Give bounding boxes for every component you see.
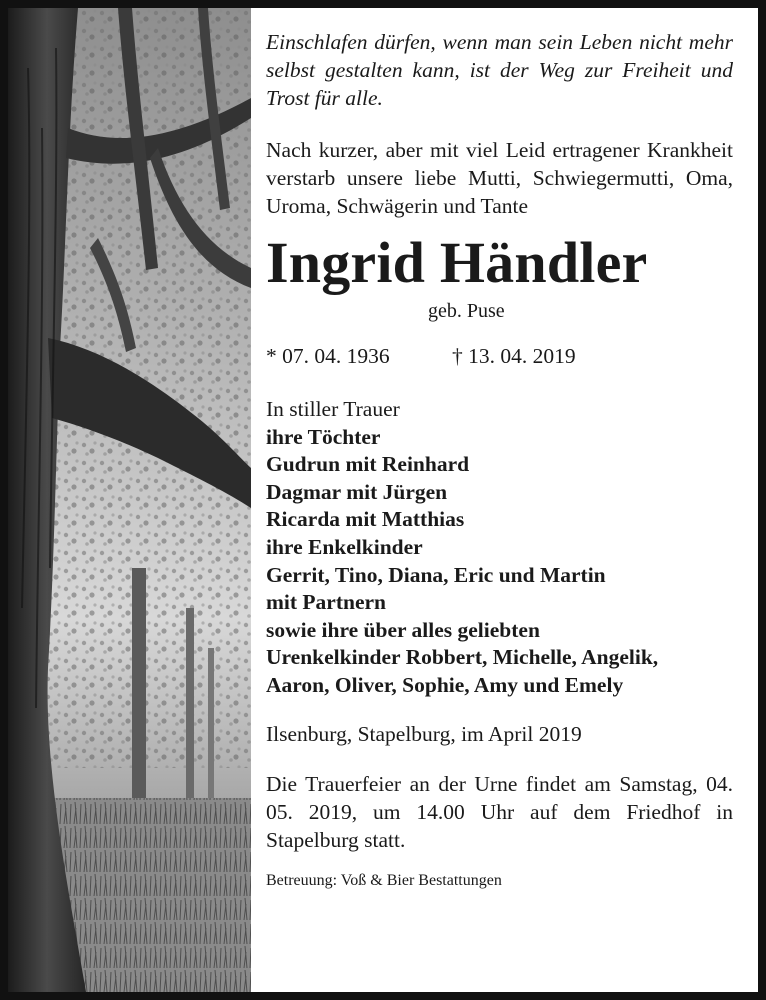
ceremony-info: Die Trauerfeier an der Urne findet am Samstag, 04. 05. 2019, um 14.00 Uhr auf dem Friedhof in Stapelburg statt. — [266, 771, 733, 852]
mourner-line: Dagmar mit Jürgen — [266, 479, 448, 504]
birth-date: * 07. 04. 1936 — [266, 344, 390, 368]
mourners-lead: In stiller Trauer — [266, 397, 400, 421]
place-date: Ilsenburg, Stapelburg, im April 2019 — [266, 721, 582, 746]
death-date: † 13. 04. 2019 — [452, 344, 576, 368]
motto: Einschlafen dürfen, wenn man sein Leben nicht mehr selbst gestalten kann, ist der Weg zur Freiheit und Trost für alle. — [266, 30, 733, 110]
maiden-name: geb. Puse — [428, 300, 505, 322]
mourner-line: Gerrit, Tino, Diana, Eric und Martin — [266, 562, 606, 587]
mourner-line: Aaron, Oliver, Sophie, Amy und Emely — [266, 672, 624, 697]
mourner-line: ihre Töchter — [266, 424, 381, 449]
mourner-line: ihre Enkelkinder — [266, 534, 423, 559]
mourners-list — [266, 396, 733, 700]
funeral-home: Betreuung: Voß & Bier Bestattungen — [266, 871, 502, 889]
mourner-line: Urenkelkinder Robbert, Michelle, Angelik, — [266, 645, 659, 670]
life-dates — [266, 342, 733, 370]
tree-photo — [8, 8, 251, 992]
obituary-text — [266, 28, 733, 892]
intro-text: Nach kurzer, aber mit viel Leid ertragener Krankheit verstarb unsere liebe Mutti, Schwiegermutti, Oma, Uroma, Schwägerin und Tante — [266, 138, 733, 218]
mourner-line: sowie ihre über alles geliebten — [266, 617, 540, 642]
mourner-line: Gudrun mit Reinhard — [266, 452, 470, 477]
mourner-line: Ricarda mit Matthias — [266, 507, 465, 532]
mourner-line: mit Partnern — [266, 590, 387, 615]
deceased-name: Ingrid Händler — [266, 230, 648, 295]
